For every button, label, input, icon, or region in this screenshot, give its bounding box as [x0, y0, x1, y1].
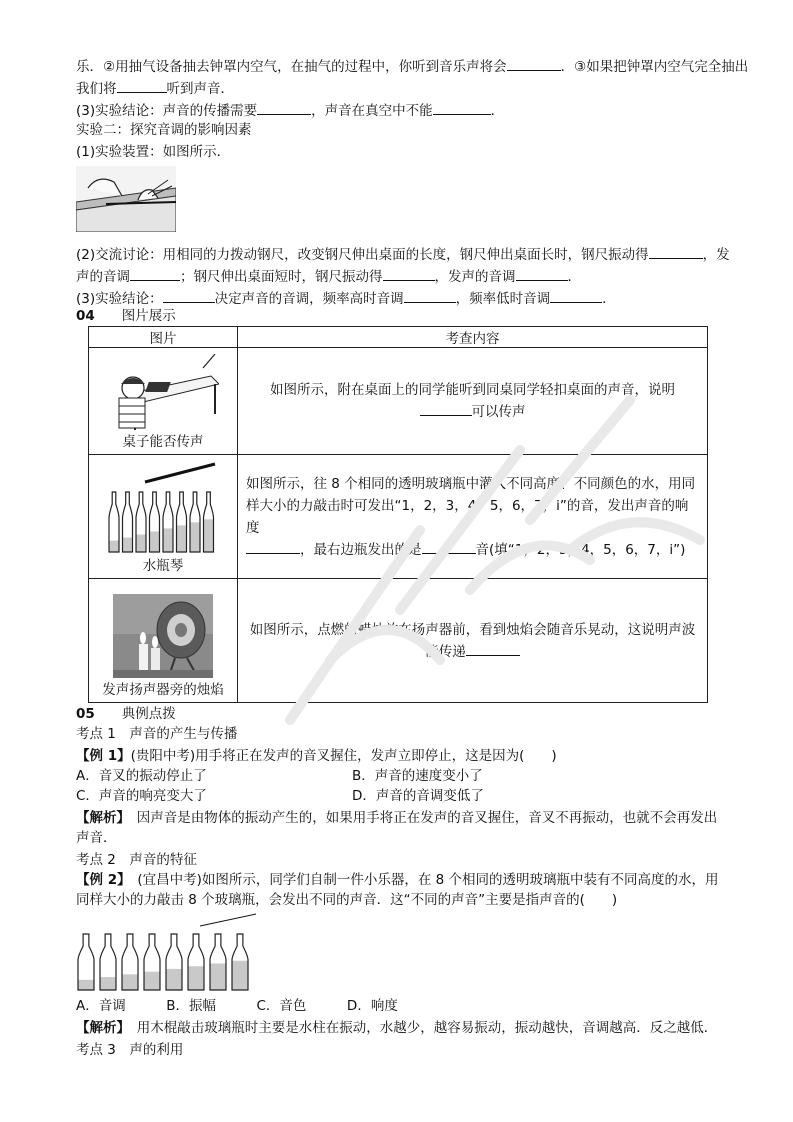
analysis-text: 声音． [76, 830, 117, 846]
section-heading [76, 306, 756, 326]
line-text: 声的音调 [76, 269, 130, 285]
section-number: 05 [76, 706, 95, 722]
analysis [76, 1018, 756, 1038]
water-level [123, 538, 133, 552]
analysis [76, 828, 756, 848]
bottle [166, 934, 182, 990]
image-cell [89, 348, 238, 455]
line-text: ． [490, 103, 505, 119]
content-text: 能传递 [425, 643, 466, 660]
striking-stick [200, 914, 256, 926]
column-header: 图片 [89, 327, 238, 348]
text-line [76, 244, 756, 265]
topic-title: 考点 2 声音的特征 [76, 852, 197, 868]
topic-heading [76, 724, 756, 744]
example-question [76, 746, 756, 766]
bottle [177, 492, 187, 552]
water-level [109, 541, 119, 552]
content-cell [238, 579, 708, 703]
answer-blank[interactable] [466, 641, 520, 656]
content-line [246, 379, 699, 401]
section-title: 图片展示 [121, 308, 176, 324]
topic-heading [76, 850, 756, 870]
bottle [109, 492, 119, 552]
bottle [136, 492, 146, 552]
options-row [76, 766, 756, 786]
line-text: 听到声音． [166, 81, 234, 97]
water-level [78, 980, 94, 990]
content-text: 样大小的力敲击时可发出“1，2，3，4，5，6，7，i”的音，发出声音的响度 [246, 497, 689, 536]
answer-blank[interactable] [130, 266, 180, 281]
line-text: 我们将 [76, 81, 117, 97]
content-cell [238, 455, 708, 579]
example-label: 【例 2】 [76, 872, 124, 888]
water-bottle-xylophone-figure [103, 462, 223, 554]
answer-blank[interactable] [404, 288, 456, 303]
text-line [76, 78, 756, 99]
content-line [246, 539, 699, 561]
line-text: ． [602, 291, 616, 307]
bottle [210, 934, 226, 990]
water-level [100, 977, 116, 990]
content-line [246, 401, 699, 423]
bottle [150, 492, 160, 552]
bottle [188, 934, 204, 990]
option-b[interactable]: B．声音的速度变小了 [352, 768, 483, 784]
line-text: ．③如果把钟罩内空气完全抽出 [560, 59, 749, 75]
content-text: 如图所示，附在桌面上的同学能听到同桌同学轻扣桌面的声音，说明 [270, 382, 675, 398]
water-level [188, 966, 204, 990]
line-text: (3)实验结论：声音的传播需要 [76, 103, 258, 119]
speaker-candle-photo [113, 594, 213, 678]
table-header-row [89, 327, 708, 348]
bottle [100, 934, 116, 990]
answer-blank[interactable] [383, 266, 435, 281]
image-cell [89, 455, 238, 579]
water-level [166, 969, 182, 990]
striking-stick [145, 464, 215, 482]
analysis-text: 因声音是由物体的振动产生的，如果用手将正在发声的音叉握住，音叉不再振动，也就不会再发出 [136, 810, 718, 826]
line-text: 决定声音的音调，频率高时音调 [214, 291, 404, 307]
water-level [204, 519, 214, 552]
line-text: ，发声的音调 [434, 269, 516, 285]
line-text: (2)交流讨论：用相同的力拨动钢尺，改变钢尺伸出桌面的长度，钢尺伸出桌面长时，钢尺振动得 [76, 247, 649, 263]
line-text: ． [567, 269, 581, 285]
section-heading [76, 704, 756, 724]
section-number: 04 [76, 308, 95, 324]
table-row [89, 579, 708, 703]
bottle [78, 934, 94, 990]
picture-table [88, 326, 708, 703]
topic-title: 考点 3 声的利用 [76, 1042, 184, 1058]
content-text: 可以传声 [471, 404, 526, 420]
options-row [76, 786, 756, 806]
answer-blank[interactable] [420, 401, 472, 416]
option-c[interactable]: C．声音的响亮变大了 [76, 788, 207, 804]
line-text: ，频率低时音调 [455, 291, 551, 307]
table-row [89, 348, 708, 455]
image-caption: 发声扬声器旁的烛焰 [102, 682, 224, 698]
section-title: 典例点拨 [121, 706, 176, 722]
analysis [76, 808, 756, 828]
text-line [76, 100, 756, 121]
desk-listening-figure [107, 354, 219, 430]
text-line [76, 56, 756, 77]
analysis-text: 用木棍敲击玻璃瓶时主要是水柱在振动，水越少，越容易振动，振动越快，音调越高．反之越低． [136, 1020, 718, 1036]
content-text: 如图所示，点燃的蜡烛放在扬声器前，看到烛焰会随音乐晃动，这说明声波 [249, 621, 696, 638]
topic-title: 考点 1 声音的产生与传播 [76, 726, 238, 742]
water-level [210, 963, 226, 990]
bottle [204, 492, 214, 552]
bottle [122, 934, 138, 990]
water-level [122, 974, 138, 990]
text-line [76, 120, 756, 140]
image-caption: 水瓶琴 [142, 558, 184, 574]
line-text: ；钢尺伸出桌面短时，钢尺振动得 [180, 269, 383, 285]
content-text: ，最右边瓶发出的是 [300, 541, 422, 558]
option-a[interactable]: A．音叉的振动停止了 [76, 768, 207, 784]
options-row [76, 996, 756, 1016]
water-level [190, 522, 200, 552]
water-bottles-figure [74, 912, 264, 992]
content-line [246, 619, 699, 641]
option-d[interactable]: D．声音的音调变低了 [352, 788, 484, 804]
water-level [163, 528, 173, 552]
analysis-label: 【解析】 [76, 810, 124, 826]
line-text: 实验二：探究音调的影响因素 [76, 122, 252, 138]
example-text: 同样大小的力敲击 8 个玻璃瓶，会发出不同的声音．这“不同的声音”主要是指声音的( ) [76, 892, 618, 908]
content-line [246, 495, 699, 539]
content-line [246, 641, 699, 663]
answer-blank[interactable] [163, 288, 215, 303]
example-question [76, 890, 756, 910]
answer-blank[interactable] [649, 244, 703, 259]
image-cell [89, 579, 238, 703]
answer-blank[interactable] [422, 539, 476, 554]
steel-ruler-figure [76, 166, 176, 232]
bottle [190, 492, 200, 552]
image-caption: 桌子能否传声 [122, 434, 204, 450]
example-label: 【例 1】 [76, 748, 131, 764]
bottle [232, 934, 248, 990]
table-row [89, 455, 708, 579]
answer-blank[interactable] [257, 100, 311, 115]
bottle [144, 934, 160, 990]
answer-blank[interactable] [507, 56, 561, 71]
answer-blank[interactable] [246, 539, 300, 554]
example-question [76, 870, 756, 890]
line-text: (1)实验装置：如图所示． [76, 144, 231, 160]
column-header: 考查内容 [238, 327, 708, 348]
text-line [76, 266, 756, 287]
answer-blank[interactable] [550, 288, 602, 303]
water-level [144, 972, 160, 990]
water-level [150, 531, 160, 552]
content-cell [238, 348, 708, 455]
answer-blank[interactable] [117, 78, 167, 93]
text-line [76, 142, 756, 162]
water-level [136, 535, 146, 552]
content-text: 音(填“1，2，3，4，5，6，7，i”) [475, 541, 686, 558]
water-level [232, 961, 248, 990]
line-text: 乐．②用抽气设备抽去钟罩内空气，在抽气的过程中，你听到音乐声将会 [76, 59, 507, 75]
bottle [123, 492, 133, 552]
content-line [246, 473, 699, 495]
line-text: (3)实验结论： [76, 291, 163, 307]
water-level [177, 525, 187, 552]
analysis-label: 【解析】 [76, 1020, 124, 1036]
example-text: (宜昌中考)如图所示，同学们自制一件小乐器，在 8 个相同的透明玻璃瓶中装有不同高度的水，用 [137, 872, 719, 888]
bottle [163, 492, 173, 552]
content-text: 如图所示，往 8 个相同的透明玻璃瓶中灌入不同高度、不同颜色的水，用同 [246, 475, 696, 492]
topic-heading [76, 1040, 756, 1060]
answer-blank[interactable] [516, 266, 568, 281]
line-text: ，发 [702, 247, 730, 263]
option-list[interactable]: A．音调 B．振幅 C．音色 D．响度 [76, 998, 398, 1014]
example-text: (贵阳中考)用手将正在发声的音叉握住，发声立即停止，这是因为( ) [130, 748, 557, 764]
answer-blank[interactable] [433, 100, 491, 115]
line-text: ，声音在真空中不能 [311, 103, 433, 119]
